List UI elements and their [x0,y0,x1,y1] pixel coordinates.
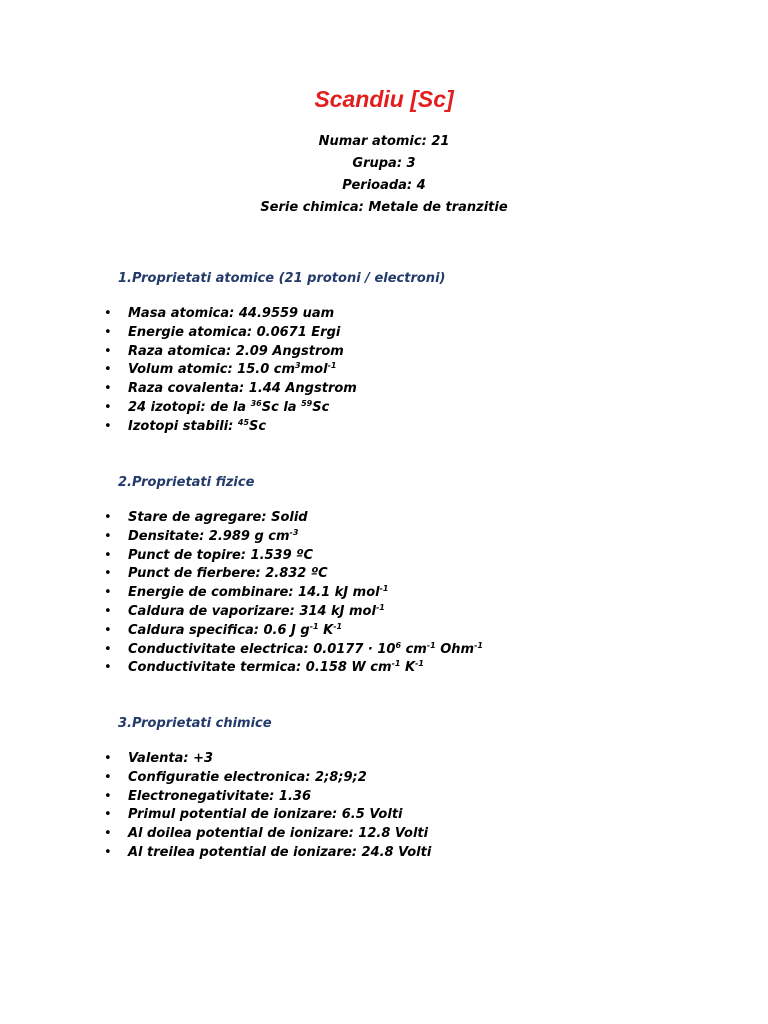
list-item: • Izotopi stabili: $^{45}$Sc [0,418,357,437]
bullet-icon: • [104,418,112,434]
list-item: • Primul potential de ionizare: 6.5 Volti [0,806,431,825]
list-item: • Configuratie electronica: 2;8;9;2 [0,769,431,788]
list-item: • Punct de topire: 1.539 ºC [0,547,483,566]
group: Grupa: 3 [352,156,416,171]
bullet-icon: • [104,660,112,676]
bullet-icon: • [104,324,112,340]
list-physical [0,509,483,678]
list-item: • Raza atomica: 2.09 Angstrom [0,343,357,362]
list-item: • Al treilea potential de ionizare: 24.8 Volti [0,844,431,863]
list-item: • Stare de agregare: Solid [0,509,483,528]
list-item: • Energie de combinare: 14.1 kJ mol$^{-1}$ [0,584,483,603]
list-item: • Raza covalenta: 1.44 Angstrom [0,380,357,399]
list-item: • Volum atomic: 15.0 $cm^3mol^{-1}$ [0,361,357,380]
bullet-icon: • [104,362,112,378]
bullet-icon: • [104,807,112,823]
list-item: • Densitate: 2.989 g $cm^{-3}$ [0,528,483,547]
section-heading-atomic: 1.Proprietati atomice (21 protoni / electroni) [118,271,446,286]
atomic-number: Numar atomic: 21 [318,134,450,149]
bullet-icon: • [104,381,112,397]
list-item: • Caldura specifica: 0.6 J $g^{-1}$ $K^{-1}$ [0,622,483,641]
bullet-icon: • [104,603,112,619]
section-heading-chemical: 3.Proprietati chimice [118,716,272,731]
list-item: • Energie atomica: 0.0671 Ergi [0,324,357,343]
list-atomic [0,305,357,437]
bullet-icon: • [104,844,112,860]
section-heading-physical: 2.Proprietati fizice [118,475,255,490]
bullet-icon: • [104,769,112,785]
bullet-icon: • [104,547,112,563]
bullet-icon: • [104,566,112,582]
bullet-icon: • [104,399,112,415]
element-info [0,131,768,219]
bullet-icon: • [104,510,112,525]
list-item: • Al doilea potential de ionizare: 12.8 Volti [0,825,431,844]
list-chemical [0,750,431,863]
bullet-icon: • [104,622,112,638]
list-item: • Punct de fierbere: 2.832 ºC [0,565,483,584]
bullet-icon: • [104,585,112,601]
page-title: Scandiu [Sc] [314,86,454,112]
list-item: • Valenta: +3 [0,750,431,769]
list-item: • Conductivitate electrica: $0.0177 \cdot 10^6$ $cm^{-1}$ Ohm$^{-1}$ [0,641,483,660]
list-item: • Caldura de vaporizare: 314 kJ mol$^{-1}$ [0,603,483,622]
period: Perioada: 4 [342,178,426,193]
list-item: • Conductivitate termica: 0.158 W $cm^{-1}$ $K^{-1}$ [0,659,483,678]
bullet-icon: • [104,306,112,321]
bullet-icon: • [104,751,112,766]
list-item: • Electronegativitate: 1.36 [0,788,431,807]
bullet-icon: • [104,343,112,359]
list-item: • 24 izotopi: de la $^{36}$Sc la $^{59}$Sc [0,399,357,418]
bullet-icon: • [104,528,112,544]
bullet-icon: • [104,788,112,804]
bullet-icon: • [104,641,112,657]
list-item: • Masa atomica: 44.9559 uam [0,305,357,324]
bullet-icon: • [104,826,112,842]
chemical-series: Serie chimica: Metale de tranzitie [260,200,508,215]
